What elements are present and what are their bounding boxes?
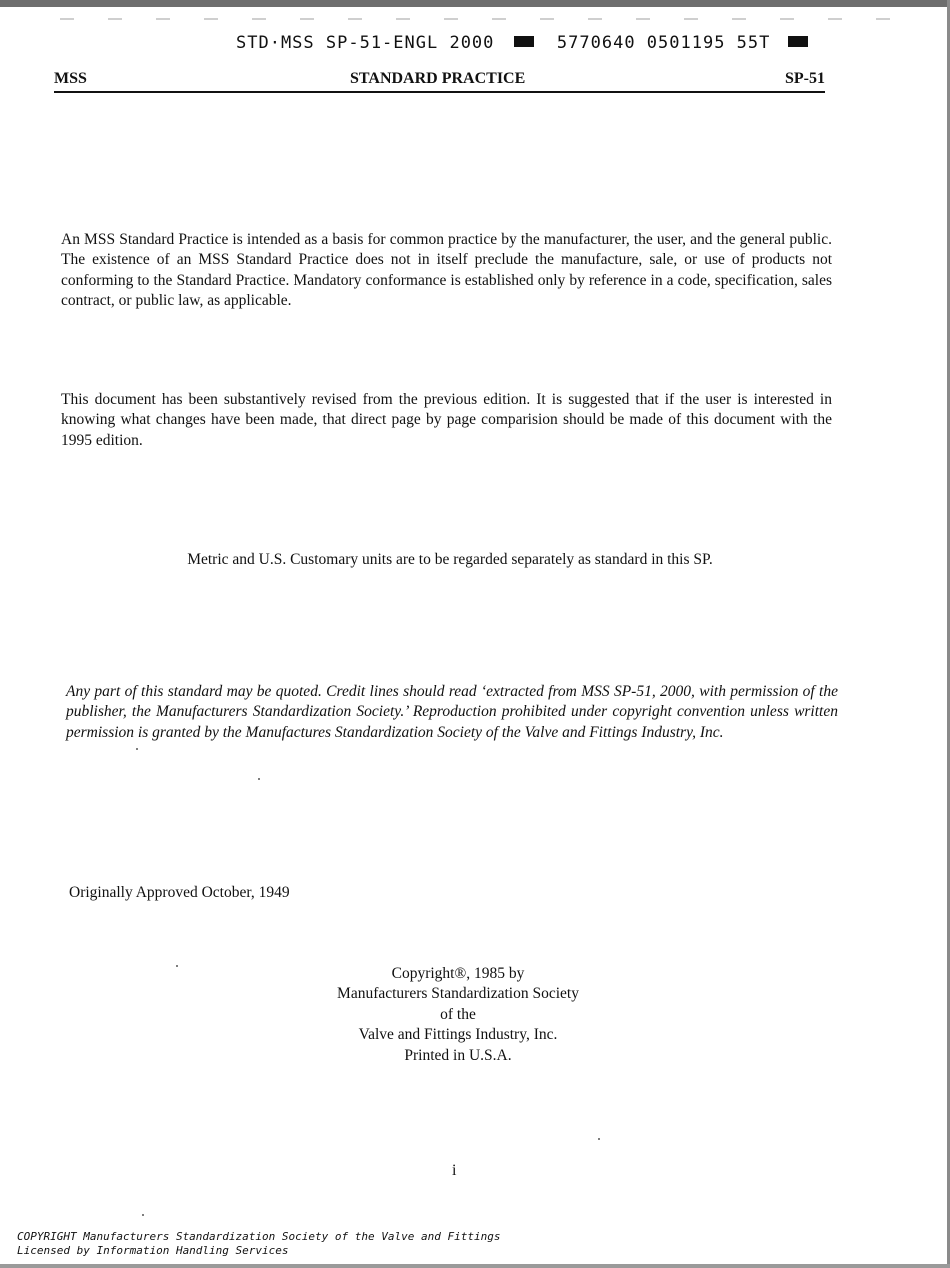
revision-paragraph: This document has been substantively revised from the previous edition. It is suggested that if the user is interested in knowing what changes have been made, that direct page by page comparision should be made of this document with the 1995 edition.: [61, 391, 832, 449]
copyright-line: Valve and Fittings Industry, Inc.: [358, 1026, 558, 1044]
black-block-mark: [514, 36, 534, 47]
scan-top-border: [0, 0, 950, 7]
scan-artifact-line: [60, 18, 920, 20]
license-footer: [17, 1230, 500, 1257]
scan-speck: [258, 778, 260, 780]
scan-speck: [142, 1214, 144, 1216]
page-header: [54, 68, 825, 90]
page-number: i: [452, 1162, 457, 1179]
scan-bottom-border: [0, 1264, 950, 1268]
scan-speck: [176, 965, 178, 967]
footer-line: COPYRIGHT Manufacturers Standardization Society of the Valve and Fittings: [17, 1230, 501, 1243]
copyright-line: Copyright®, 1985 by: [391, 965, 525, 982]
intent-paragraph: An MSS Standard Practice is intended as a basis for common practice by the manufacturer, the user, and the general public. The existence of an MSS Standard Practice does not in itself preclude the manufacture, sale, or use of products not conforming to the Standard Practice. Mandatory conformance is established only by reference in a code, specification, sales contract, or public law, as applicable.: [61, 231, 832, 309]
units-statement: Metric and U.S. Customary units are to be regarded separately as standard in this SP.: [187, 551, 713, 568]
scan-speck: [598, 1138, 600, 1140]
copyright-line: Printed in U.S.A.: [404, 1046, 512, 1064]
scan-speck: [136, 748, 138, 750]
quotation-permission-paragraph: Any part of this standard may be quoted. Credit lines should read ‘extracted from MSS SP-51, 2000, with permission of the publisher, the Manufacturers Standardization Society.’ Reproduction prohibited under copyright convention unless written permission is granted by the Manufactures Standardization Society of the Valve and Fittings Industry, Inc.: [66, 683, 838, 741]
copyright-line: Manufacturers Standardization Society: [337, 985, 579, 1003]
footer-line: Licensed by Information Handling Services: [17, 1243, 289, 1257]
approval-date: Originally Approved October, 1949: [69, 884, 290, 901]
copyright-line: of the: [440, 1005, 476, 1023]
copyright-block: [258, 964, 658, 1066]
header-rule: [54, 91, 825, 93]
document-code-line: [236, 33, 808, 53]
document-code-left: STD·MSS SP-51-ENGL 2000: [236, 33, 495, 53]
header-organization: MSS: [54, 70, 87, 87]
header-standard-number: SP-51: [785, 70, 825, 87]
black-block-mark-end: [788, 36, 808, 47]
document-code-right: 5770640 0501195 55T: [556, 33, 771, 53]
header-title: STANDARD PRACTICE: [350, 70, 526, 87]
